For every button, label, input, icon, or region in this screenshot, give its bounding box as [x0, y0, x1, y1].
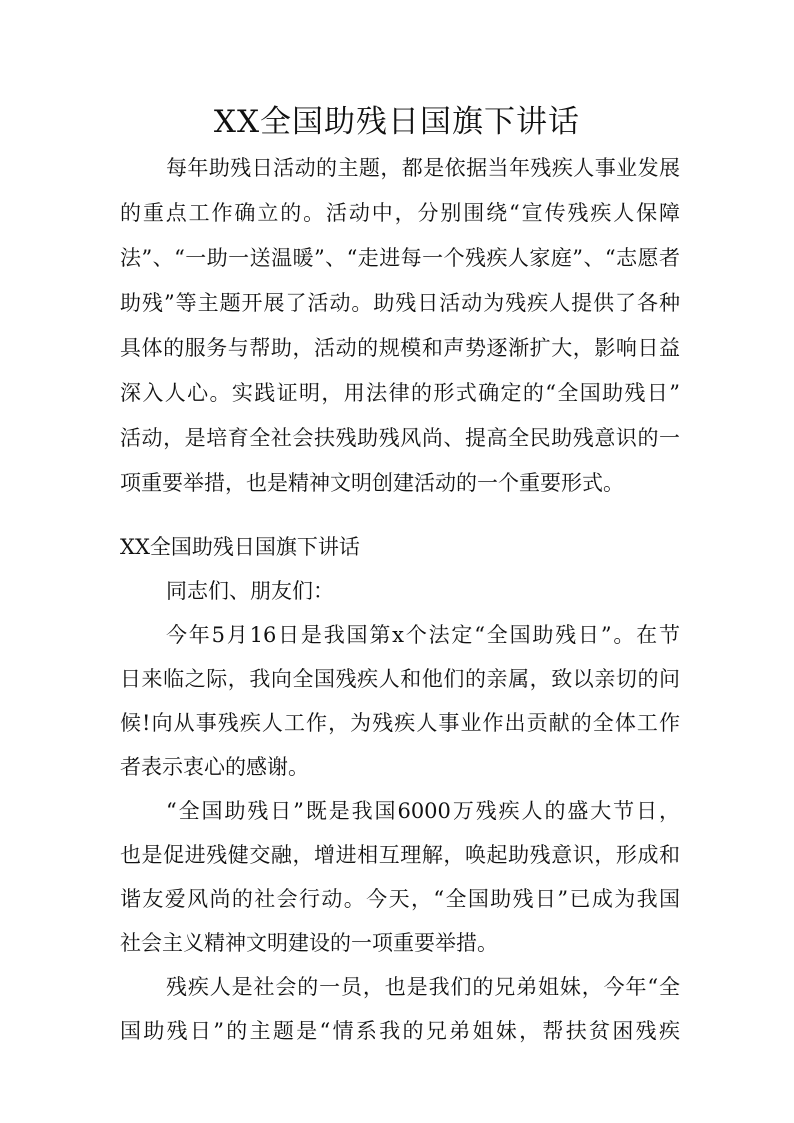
- text-line: 法”、“一助一送温暖”、“走进每一个残疾人家庭”、“志愿者: [120, 246, 680, 270]
- text-line: 活动，是培育全社会扶残助残风尚、提高全民助残意识的一: [120, 426, 680, 450]
- text-line: 者表示衷心的感谢。: [120, 755, 309, 779]
- speech-section: [120, 525, 680, 1053]
- text-line: 残疾人是社会的一员，也是我们的兄弟姐妹，今年“全: [166, 975, 680, 999]
- intro-paragraph: [120, 146, 680, 506]
- paragraph: [120, 965, 680, 1053]
- text-line: 候!向从事残疾人工作，为残疾人事业作出贡献的全体工作: [120, 711, 680, 735]
- text-line: 也是促进残健交融，增进相互理解，唤起助残意识，形成和: [120, 843, 680, 867]
- greeting: 同志们、朋友们：: [166, 579, 334, 603]
- text-line: 谐友爱风尚的社会行动。今天，“全国助残日”已成为我国: [120, 887, 680, 911]
- text-line: 助残”等主题开展了活动。助残日活动为残疾人提供了各种: [120, 291, 680, 315]
- text-line: 具体的服务与帮助，活动的规模和声势逐渐扩大，影响日益: [120, 336, 680, 360]
- text-line: 每年助残日活动的主题，都是依据当年残疾人事业发展: [166, 156, 680, 180]
- text-line: 深入人心。实践证明，用法律的形式确定的“全国助残日”: [120, 381, 680, 405]
- text-line: 项重要举措，也是精神文明创建活动的一个重要形式。: [120, 471, 624, 495]
- text-line: 社会主义精神文明建设的一项重要举措。: [120, 931, 498, 955]
- section-heading: XX全国助残日国旗下讲话: [120, 535, 360, 559]
- document-title: XX全国助残日国旗下讲话: [213, 104, 581, 140]
- text-line: 日来临之际，我向全国残疾人和他们的亲属，致以亲切的问: [120, 667, 680, 691]
- text-line: “全国助残日”既是我国6000万残疾人的盛大节日，: [166, 799, 680, 823]
- text-line: 国助残日”的主题是“情系我的兄弟姐妹，帮扶贫困残疾: [120, 1019, 680, 1043]
- paragraph: [120, 613, 680, 789]
- text-line: 今年5月16日是我国第x个法定“全国助残日”。在节: [166, 623, 680, 647]
- text-line: 的重点工作确立的。活动中，分别围绕“宣传残疾人保障: [120, 201, 680, 225]
- paragraph: [120, 789, 680, 965]
